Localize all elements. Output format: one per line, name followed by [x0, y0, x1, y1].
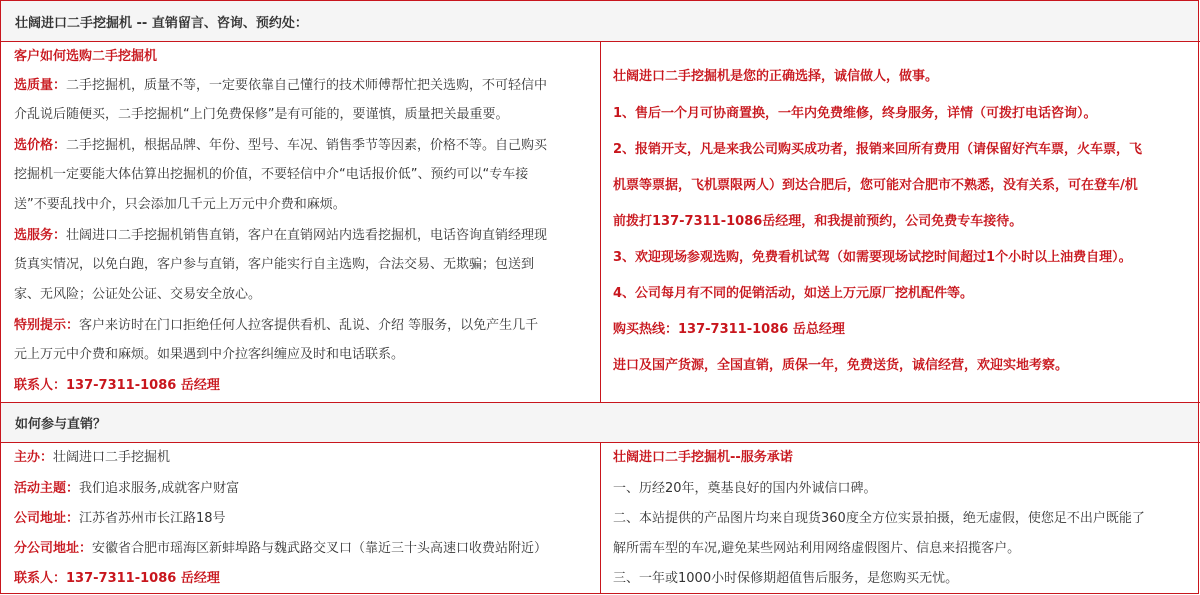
- promise-4: 4、公司每月有不同的促销活动，如送上万元原厂挖机配件等。: [613, 286, 974, 301]
- promise-2-line-2: 机票等票据，飞机票限两人）到达合肥后，您可能对合肥市不熟悉，没有关系，可在登车/机: [613, 178, 1138, 193]
- quality-line-1: [14, 76, 547, 96]
- branch-label: 分公司地址：: [14, 541, 93, 556]
- address-row: [14, 509, 226, 529]
- quality-label: 选质量：: [14, 78, 67, 93]
- contact-phone[interactable]: 联系人：137-7311-1086 岳经理: [14, 571, 220, 586]
- header-title: 壮阔进口二手挖掘机 -- 直销留言、咨询、预约处：: [15, 16, 308, 31]
- commitment-1: 一、历经20年，奠基良好的国内外诚信口碑。: [613, 481, 877, 496]
- commitment-2-line-1: 二、本站提供的产品图片均来自现货360度全方位实景拍摄，绝无虚假，使您足不出户既能了: [613, 511, 1145, 526]
- promise-2-line-3: 前拨打137-7311-1086岳经理，和我提前预约，公司免费专车接待。: [613, 214, 1023, 229]
- address-value: 江苏省苏州市长江路18号: [79, 511, 226, 526]
- address-label: 公司地址：: [14, 511, 80, 526]
- service-line-3: 家、无风险；公证处公证、交易安全放心。: [14, 287, 262, 302]
- host-row: [14, 448, 170, 468]
- buying-guide-panel: [14, 41, 594, 401]
- service-line-1: [14, 226, 547, 246]
- section-title: 如何参与直销？: [15, 417, 107, 432]
- service-commitment-panel: [613, 442, 1193, 592]
- header-bar: [1, 1, 1198, 41]
- promises-panel: [613, 41, 1193, 401]
- commitment-heading: 壮阔进口二手挖掘机--服务承诺: [613, 450, 793, 465]
- theme-row: [14, 479, 239, 499]
- host-label: 主办：: [14, 450, 54, 465]
- tip-label: 特别提示：: [14, 318, 80, 333]
- branch-value: 安徽省合肥市瑶海区新蚌埠路与魏武路交叉口（靠近三十头高速口收费站附近）: [92, 541, 548, 556]
- quality-line-2: 介乱说后随便买，二手挖掘机“上门免费保修”是有可能的，要谨慎，质量把关最重要。: [14, 107, 509, 122]
- tip-line-2: 元上万元中介费和麻烦。如果遇到中介拉客纠缠应及时和电话联系。: [14, 347, 405, 362]
- hotline[interactable]: 购买热线：137-7311-1086 岳总经理: [613, 322, 845, 337]
- commitment-3: 三、一年或1000小时保修期超值售后服务，是您购买无忧。: [613, 571, 959, 586]
- promise-3: 3、欢迎现场参观选购，免费看机试驾（如需要现场试挖时间超过1个小时以上油费自理）。: [613, 250, 1132, 265]
- tip-line-1: [14, 316, 538, 336]
- promise-intro: 壮阔进口二手挖掘机是您的正确选择，诚信做人，做事。: [613, 69, 939, 84]
- price-line-2: 挖掘机一定要能大体估算出挖掘机的价值，不要轻信中介“电话报价低”、预约可以“专车接: [14, 167, 529, 182]
- column-divider: [600, 442, 601, 594]
- section-bar: [1, 403, 1198, 442]
- tip-text: 客户来访时在门口拒绝任何人拉客提供看机、乱说、介绍 等服务，以免产生几千: [79, 318, 539, 333]
- commitment-2-line-2: 解所需车型的车况,避免某些网站利用网络虚假图片、信息来招揽客户。: [613, 541, 1021, 556]
- service-label: 选服务：: [14, 228, 67, 243]
- promise-2-line-1: 2、报销开支，凡是来我公司购买成功者，报销来回所有费用（请保留好汽车票，火车票，飞: [613, 142, 1143, 157]
- contact-phone[interactable]: 联系人：137-7311-1086 岳经理: [14, 378, 220, 393]
- column-divider: [600, 41, 601, 402]
- theme-value: 我们追求服务,成就客户财富: [79, 481, 240, 496]
- participation-panel: [14, 442, 594, 592]
- service-line-2: 货真实情况，以免白跑，客户参与直销，客户能实行自主选购，合法交易、无欺骗；包送到: [14, 257, 535, 272]
- price-text: 二手挖掘机，根据品牌、年份、型号、车况、销售季节等因素，价格不等。自己购买: [66, 138, 548, 153]
- theme-label: 活动主题：: [14, 481, 80, 496]
- branch-row: [14, 539, 547, 559]
- service-text: 壮阔进口二手挖掘机销售直销，客户在直销网站内选看挖掘机，电话咨询直销经理现: [66, 228, 548, 243]
- price-line-1: [14, 136, 547, 156]
- promise-1: 1、售后一个月可协商置换，一年内免费维修，终身服务，详情（可拨打电话咨询）。: [613, 106, 1097, 121]
- price-label: 选价格：: [14, 138, 67, 153]
- quality-text: 二手挖掘机，质量不等，一定要依靠自己懂行的技术师傅帮忙把关选购，不可轻信中: [66, 78, 548, 93]
- slogan: 进口及国产货源，全国直销，质保一年，免费送货，诚信经营，欢迎实地考察。: [613, 358, 1069, 373]
- buying-guide-heading: 客户如何选购二手挖掘机: [14, 49, 158, 64]
- price-line-3: 送”不要乱找中介，只会添加几千元上万元中介费和麻烦。: [14, 197, 346, 212]
- host-value: 壮阔进口二手挖掘机: [53, 450, 171, 465]
